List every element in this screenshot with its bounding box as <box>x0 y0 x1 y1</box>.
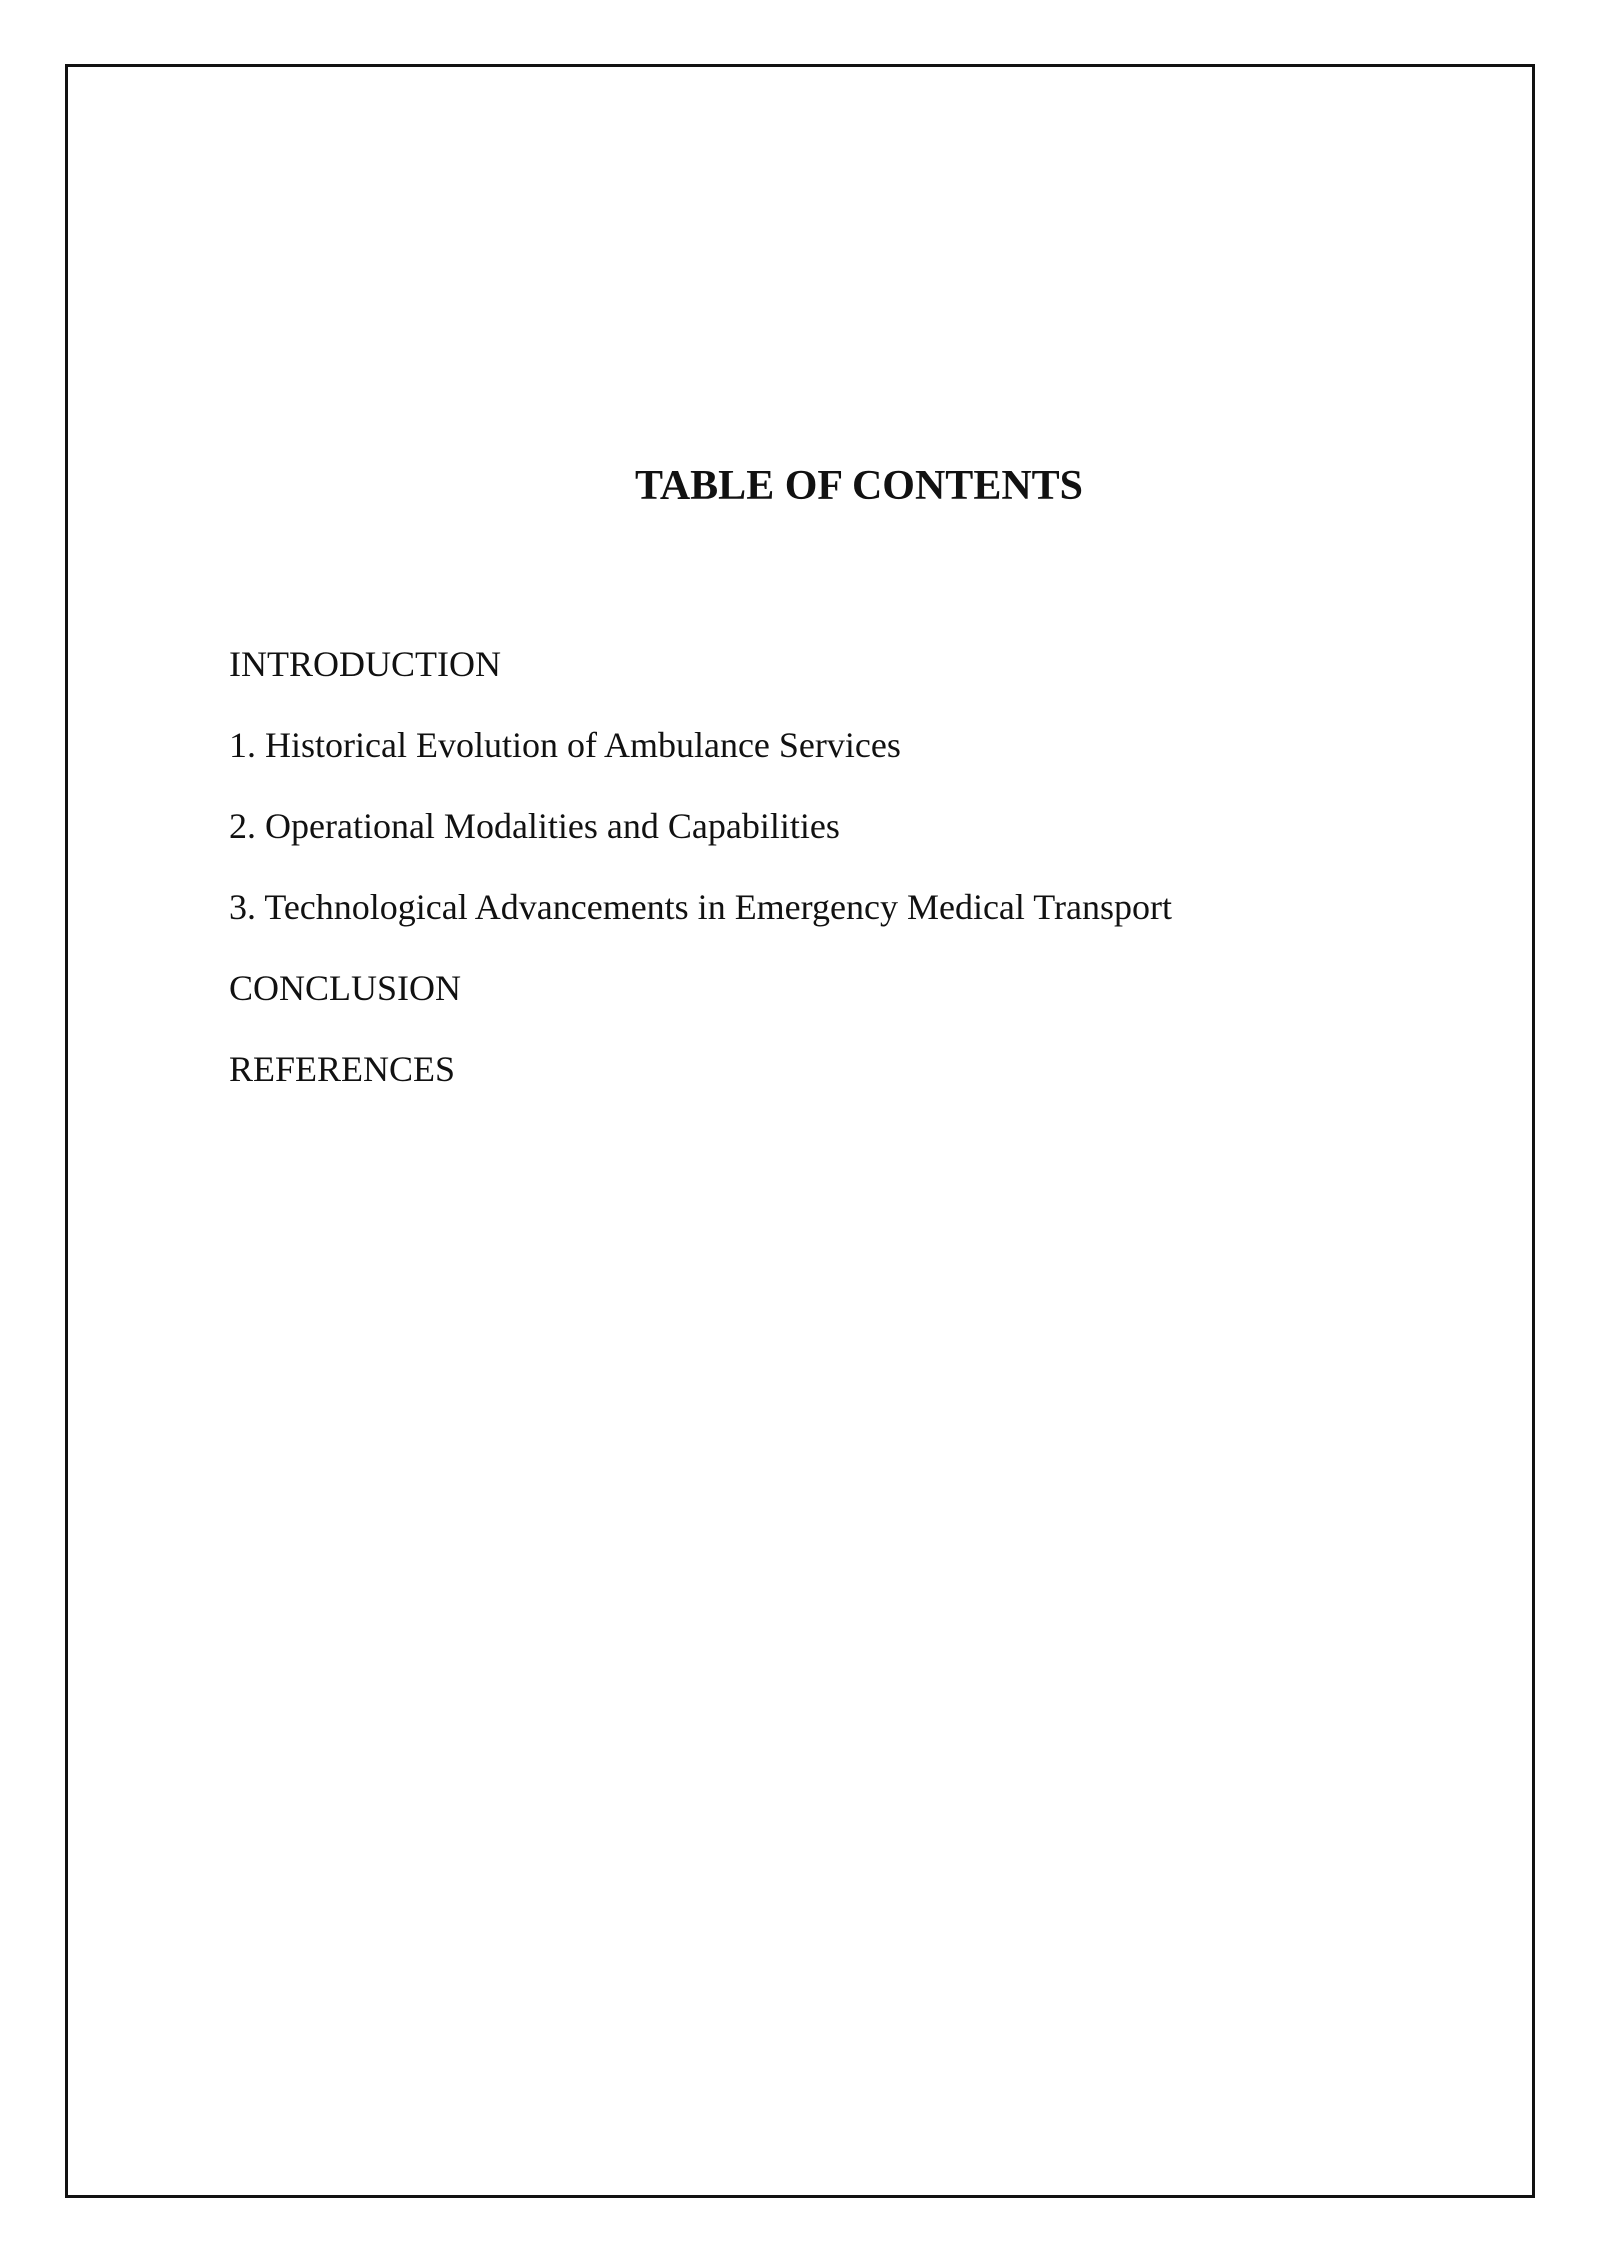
toc-item-introduction: INTRODUCTION <box>229 644 501 684</box>
toc-item-historical-evolution: 1. Historical Evolution of Ambulance Services <box>229 725 901 765</box>
toc-item-technological-advancements: 3. Technological Advancements in Emergency Medical Transport <box>229 887 1172 927</box>
toc-item-conclusion: CONCLUSION <box>229 968 462 1008</box>
page-border <box>65 64 1535 2198</box>
toc-item-references: REFERENCES <box>229 1049 456 1089</box>
toc-item-operational-modalities: 2. Operational Modalities and Capabilities <box>229 806 840 846</box>
table-of-contents <box>229 640 1172 1126</box>
page-title: TABLE OF CONTENTS <box>634 463 1084 509</box>
